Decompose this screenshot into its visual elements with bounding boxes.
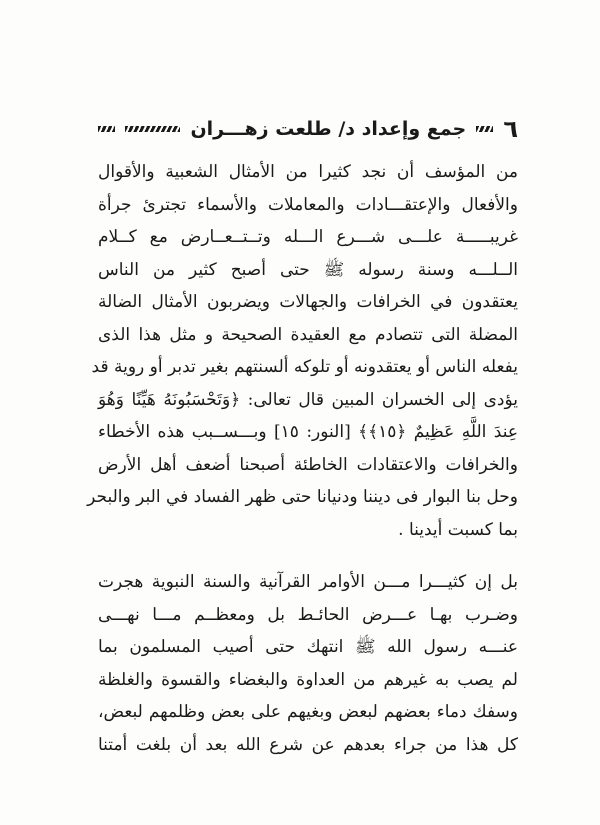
text-line: بما كسبت أيدينا . bbox=[398, 519, 518, 540]
text-line: يفعله الناس أو يعتقدونه أو تلوكه ألسنتهم بغير تدبر أو روية قد bbox=[91, 357, 518, 377]
text-line: والخرافات والاعتقادات الخاطئة أصبحنا أضعف أهل الأرض bbox=[98, 454, 518, 475]
text-line: عِندَ اللَّهِ عَظِيمٌ ﴿١٥﴾﴾ [النور: ١٥] وبـــســبب هذه الأخطاء bbox=[98, 422, 518, 442]
text-line: كل هذا من جراء بعدهم عن شرع الله بعد أن بلغت أمتنا bbox=[98, 734, 519, 755]
text-line: المضلة التى تتصادم مع العقيدة الصحيحة و مثل هذا الذى bbox=[98, 324, 518, 345]
text-line: يؤدى إلى الخسران المبين قال تعالى: ﴿وَتَحْسَبُونَهُ هَيِّنًا وَهُوَ bbox=[98, 389, 518, 410]
text-line: لم يصب به غيرهم من العداوة والبغضاء والقسوة والغلظة bbox=[98, 669, 518, 690]
text-line: الــلـــه وسنة رسوله ﷺ حتى أصبح كثير من الناس bbox=[98, 259, 518, 280]
paragraph-2 bbox=[98, 566, 518, 761]
paragraph-gap bbox=[98, 546, 518, 566]
text-line: وضـرب بهـا عـــرض الحائـط بل ومعظــم مـــا نهـــى bbox=[98, 604, 518, 625]
page-header bbox=[98, 112, 518, 146]
text-line: غريبـــــة علـــى شـــرع الـــله وتــتــعــارض مع كــلام bbox=[98, 227, 518, 247]
paragraph-1 bbox=[87, 156, 518, 546]
text-line: بل إن كثيـــرا مـــن الأوامر القرآنية والسنة النبوية هجرت bbox=[98, 572, 518, 592]
text-line: وحل بنا البوار فى ديننا ودنيانا حتى ظهر الفساد في البر والبحر bbox=[87, 487, 518, 507]
header-ornament-left bbox=[98, 126, 115, 132]
text-line: وسفك دماء بعضهم لبعض وبغيهم على بعض وظلمهم لبعض، bbox=[98, 702, 518, 722]
text-line: يعتقدون في الخرافات والجهالات ويضربون الأمثال الضالة bbox=[98, 292, 518, 312]
text-line: من المؤسف أن نجد كثيرا من الأمثال الشعبية والأقوال bbox=[98, 162, 518, 182]
header-ornament-right bbox=[476, 126, 493, 132]
header-ornament-middle bbox=[125, 126, 180, 132]
page-body bbox=[87, 156, 519, 761]
text-line: والأفعال والإعتقـــادات والمعاملات والأسماء تجترئ جرأة bbox=[98, 194, 518, 215]
page-number: ٦ bbox=[503, 115, 518, 143]
text-line: عنـــه رسول الله ﷺ انتهك حتى أصيب المسلمون بما bbox=[98, 637, 518, 657]
header-title: جمع وإعداد د/ طلعت زهـــران bbox=[190, 118, 467, 140]
